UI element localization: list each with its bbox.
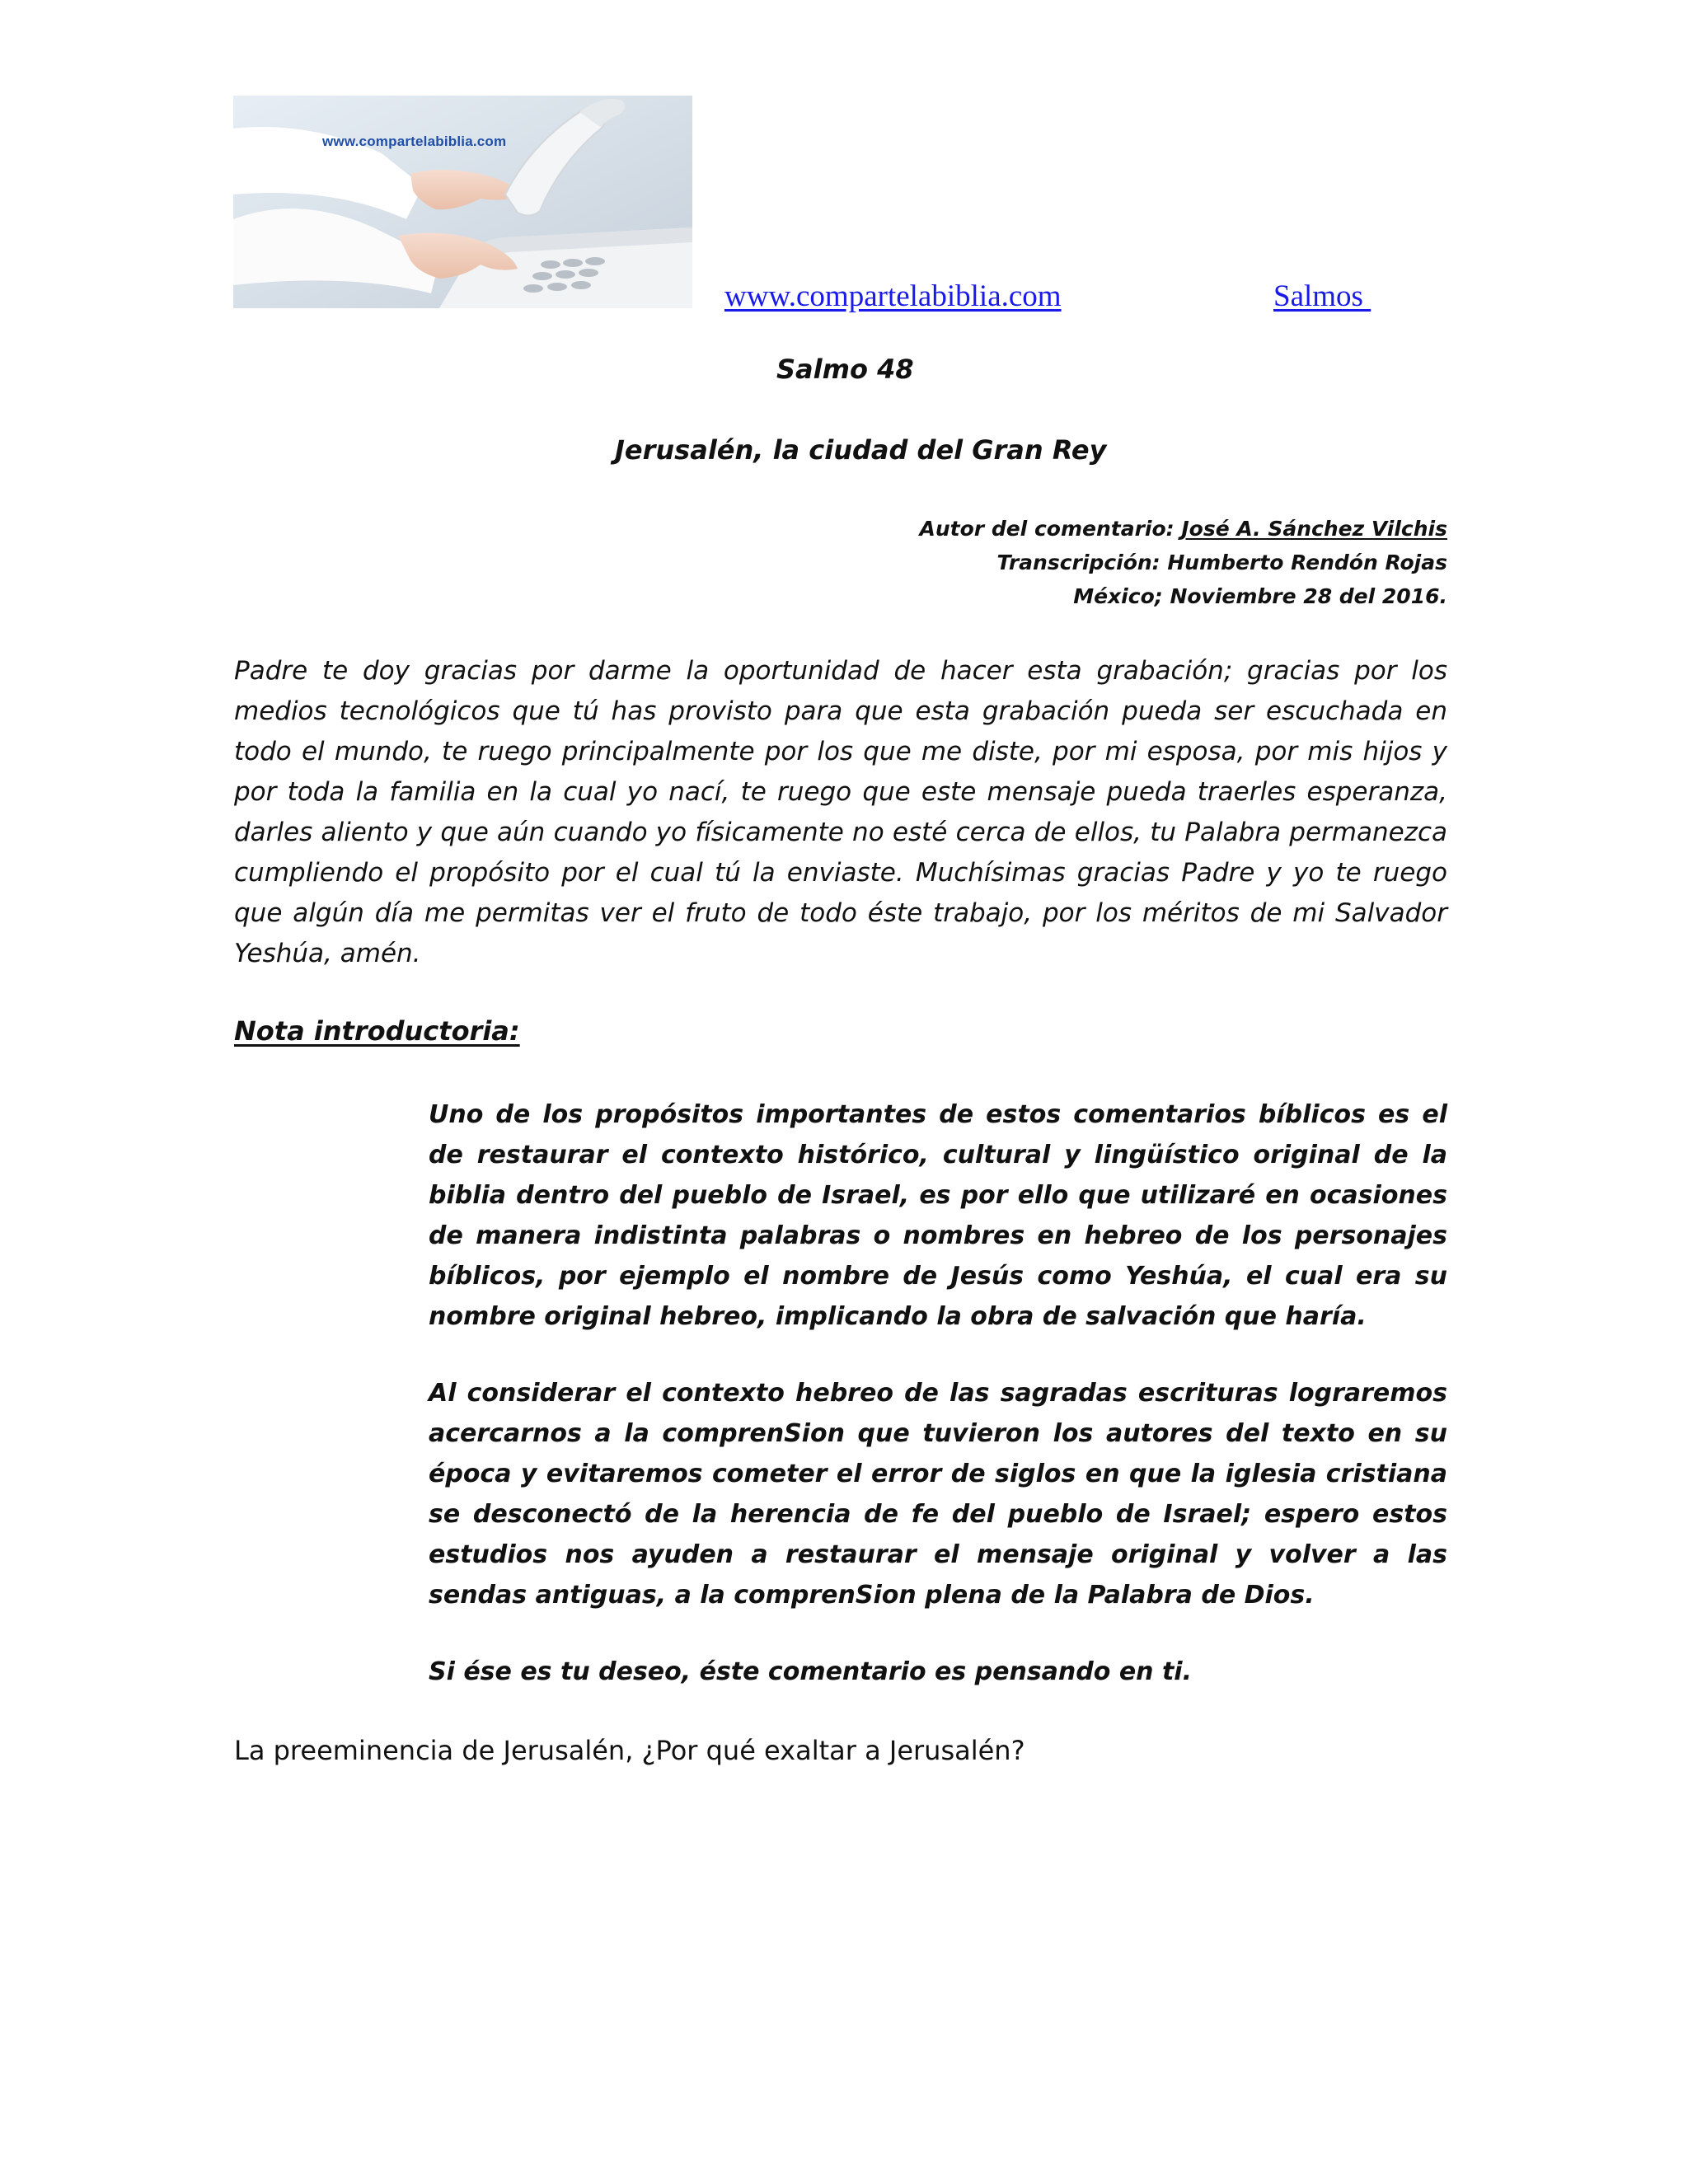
psalm-number: Salmo 48	[776, 354, 914, 385]
intro-paragraph: Uno de los propósitos importantes de estos comentarios bíblicos es el de restaurar el contexto histórico, cultural y lingüístico original de la biblia dentro del pueblo de Israel, es por ello que utilizaré en ocasiones de manera indistinta palabras o nombres en hebreo de los personajes bíblicos, por ejemplo el nombre de Jesús como Yeshúa, el cual era su nombre original hebreo, implicando la obra de salvación que haría.	[429, 1100, 1447, 1331]
header-photo	[233, 96, 692, 308]
credits-block	[920, 512, 1447, 613]
transcription-line: Transcripción: Humberto Rendón Rojas	[996, 551, 1447, 574]
section-question: La preeminencia de Jerusalén, ¿Por qué exaltar a Jerusalén?	[234, 1735, 1025, 1766]
author-name: José A. Sánchez Vilchis	[1181, 517, 1447, 541]
intro-heading: Nota introductoria:	[234, 1015, 520, 1047]
site-link[interactable]: www.compartelabiblia.com	[724, 279, 1062, 313]
psalm-title: Jerusalén, la ciudad del Gran Rey	[615, 434, 1107, 466]
intro-paragraph: Si ése es tu deseo, éste comentario es pensando en ti.	[429, 1657, 1192, 1686]
author-line	[920, 512, 1447, 546]
photo-caption: www.compartelabiblia.com	[322, 134, 507, 149]
section-link-salmos[interactable]: Salmos	[1273, 279, 1372, 313]
place-date-line: México; Noviembre 28 del 2016.	[1073, 584, 1447, 608]
opening-prayer: Padre te doy gracias por darme la oportunidad de hacer esta grabación; gracias por los medios tecnológicos que tú has provisto para que esta grabación pueda ser escuchada en todo el mundo, te ruego principalmente por los que me diste, por mi esposa, por mis hijos y por toda la familia en la cual yo nací, te ruego que este mensaje pueda traerles esperanza, darles aliento y que aún cuando yo físicamente no esté cerca de ellos, tu Palabra permanezca cumpliendo el propósito por el cual tú la enviaste. Muchísimas gracias Padre y yo te ruego que algún día me permitas ver el fruto de todo éste trabajo, por los méritos de mi Salvador Yeshúa, amén.	[234, 656, 1447, 968]
author-label: Autor del comentario:	[919, 517, 1182, 541]
phone-and-keypad-illustration	[233, 96, 692, 308]
intro-paragraph: Al considerar el contexto hebreo de las sagradas escrituras lograremos acercarnos a la comprenSion que tuvieron los autores del texto en su época y evitaremos cometer el error de siglos en que la iglesia cristiana se desconectó de la herencia de fe del pueblo de Israel; espero estos estudios nos ayuden a restaurar el mensaje original y volver a las sendas antiguas, a la comprenSion plena de la Palabra de Dios.	[429, 1379, 1447, 1610]
